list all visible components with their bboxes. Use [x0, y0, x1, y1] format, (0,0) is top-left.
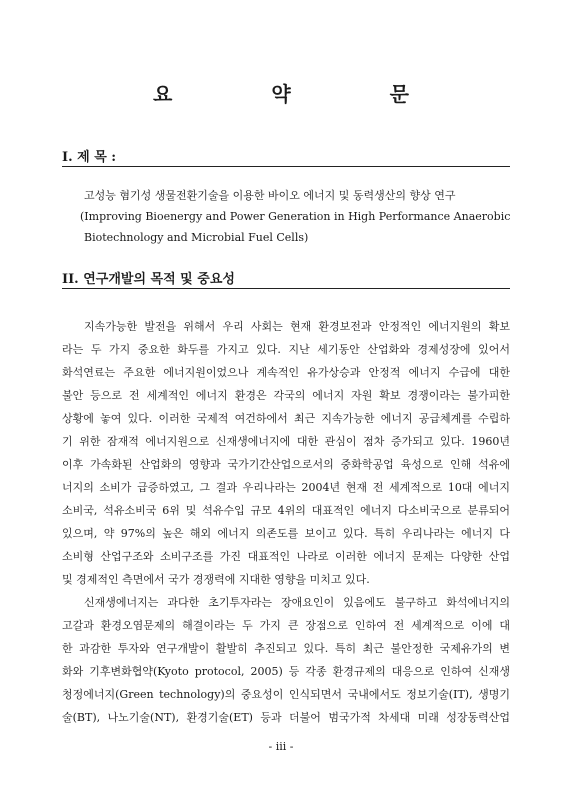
body-text-line: 화와 기후변화협약(Kyoto protocol, 2005) 등 각종 환경규제의 대응으로 인하여 신재생 [62, 665, 510, 678]
page-number: - iii - [268, 740, 294, 753]
body-text-line: 너지의 소비가 급증하였고, 그 결과 우리나라는 2004년 현재 전 세계적으로 10대 에너지 [62, 481, 510, 494]
body-text-line: 화석연료는 주요한 에너지원이었으나 계속적인 유가상승과 안정적 에너지 수급에 대한 [62, 366, 510, 379]
body-text-line: 있으며, 약 97%의 높은 해외 에너지 의존도를 보이고 있다. 특히 우리나라는 에너지 다 [62, 527, 510, 540]
section-2-heading: II. 연구개발의 목적 및 중요성 [62, 272, 235, 287]
section-2-divider [62, 288, 510, 289]
project-title-english-line-1: (Improving Bioenergy and Power Generation in High Performance Anaerobic [80, 210, 511, 223]
body-text-line: 소비형 산업구조와 소비구조를 가진 대표적인 나라로 이러한 에너지 문제는 다양한 산업 [62, 550, 510, 563]
section-1-divider [62, 166, 510, 167]
body-text-line: 기 위한 잠재적 에너지원으로 신재생에너지에 대한 관심이 점차 증가되고 있다. 1960년 [62, 435, 510, 448]
body-text-line: 상황에 놓여 있다. 이러한 국제적 여건하에서 최근 지속가능한 에너지 공급체계를 수립하 [62, 412, 510, 425]
body-text-line: 지속가능한 발전을 위해서 우리 사회는 현재 환경보전과 안정적인 에너지원의 확보 [84, 320, 510, 333]
body-text-line: 라는 두 가지 중요한 화두를 가지고 있다. 지난 세기동안 산업화와 경제성장에 있어서 [62, 343, 510, 356]
body-text-line: 불안 등으로 전 세계적인 에너지 환경은 각국의 에너지 자원 확보 경쟁이라는 불가피한 [62, 389, 510, 402]
body-text-line: 청정에너지(Green technology)의 중요성이 인식되면서 국내에서도 정보기술(IT), 생명기 [62, 688, 510, 701]
project-title-korean: 고성능 혐기성 생물전환기술을 이용한 바이오 에너지 및 동력생산의 향상 연구 [84, 189, 456, 202]
body-text-line: 이후 가속화된 산업화의 영향과 국가기간산업으로서의 중화학공업 육성으로 인해 석유에 [62, 458, 510, 471]
body-text-line: 소비국, 석유소비국 6위 및 석유수입 규모 4위의 대표적인 에너지 다소비국으로 분류되어 [62, 504, 510, 517]
body-text-line: 고갈과 환경오염문제의 해결이라는 두 가지 큰 장점으로 인하여 전 세계적으로 이에 대 [62, 619, 510, 632]
body-text-line: 신재생에너지는 과다한 초기투자라는 장애요인이 있음에도 불구하고 화석에너지의 [84, 596, 510, 609]
body-text-line: 술(BT), 나노기술(NT), 환경기술(ET) 등과 더불어 범국가적 차세대 미래 성장동력산업 [62, 711, 510, 724]
body-text-line: 및 경제적인 측면에서 국가 경쟁력에 지대한 영향을 미치고 있다. [62, 573, 370, 586]
project-title-english-line-2: Biotechnology and Microbial Fuel Cells) [84, 231, 309, 244]
page-title: 요 약 문 [153, 82, 455, 106]
body-text-line: 한 과감한 투자와 연구개발이 활발히 추진되고 있다. 특히 최근 불안정한 국제유가의 변 [62, 642, 510, 655]
section-1-heading: I. 제 목 : [62, 150, 117, 165]
